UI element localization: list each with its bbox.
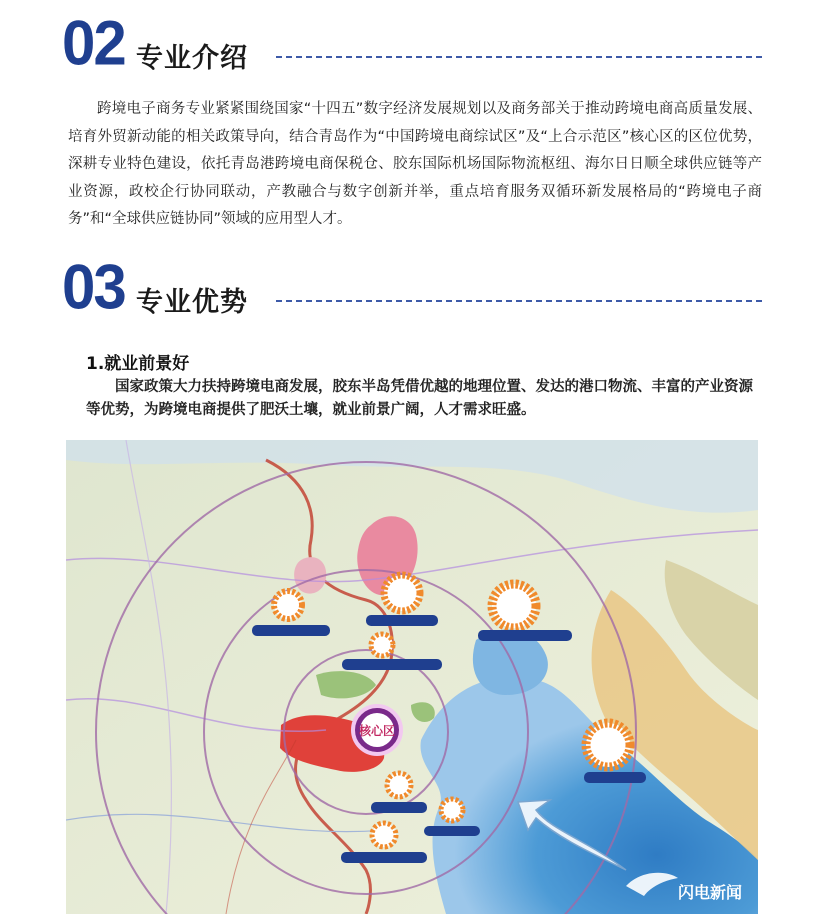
section-header-advantages xyxy=(62,251,762,323)
section-title: 专业介绍 xyxy=(136,43,248,74)
section-title: 专业优势 xyxy=(136,287,248,318)
section-number: 02 xyxy=(62,7,125,79)
section-header-intro xyxy=(62,7,762,79)
advantage-heading: 1.就业前景好 xyxy=(86,354,190,374)
dashed-divider xyxy=(276,56,762,58)
watermark-text: 闪电新闻 xyxy=(678,883,743,902)
intro-paragraph: 跨境电子商务专业紧紧围绕国家“十四五”数字经济发展规划以及商务部关于推动跨境电商高质量发展、培育外贸新动能的相关政策导向，结合青岛作为“中国跨境电商综试区”及“上合示范区”核心区的区位优势，深耕专业特色建设，依托青岛港跨境电商保税仓、胶东国际机场国际物流枢纽、海尔日日顺全球供应链等产业资源，政校企行协同联动，产教融合与数字创新并举，重点培育服务双循环新发展格局的“跨境电子商务”和“全球供应链协同”领域的应用型人才。 xyxy=(68,101,762,227)
section-number: 03 xyxy=(62,251,125,323)
advantage-paragraph: 国家政策大力扶持跨境电商发展，胶东半岛凭借优越的地理位置、发达的港口物流、丰富的产业资源等优势，为跨境电商提供了肥沃土壤，就业前景广阔，人才需求旺盛。 xyxy=(86,379,753,418)
regional-map-image xyxy=(66,440,758,914)
core-district-badge xyxy=(353,706,401,754)
core-district-label: 核心区 xyxy=(358,724,396,738)
dashed-divider xyxy=(276,300,762,302)
